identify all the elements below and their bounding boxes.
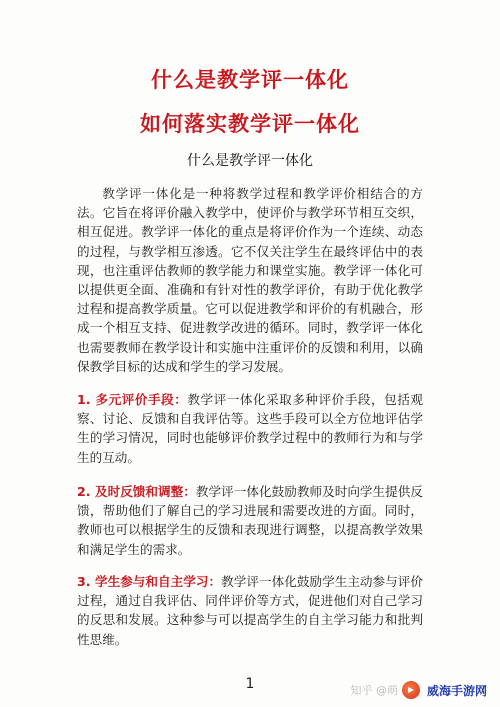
intro-paragraph: 教学评一体化是一种将教学过程和教学评价相结合的方法。它旨在将评价融入教学中，使评价与教学环节相互交织，相互促进。教学评一体化的重点是将评价作为一个连续、动态的过程，与教学相互渗透。它不仅关注学生在最终评估中的表现，也注重评估教师的教学能力和课堂实施。教学评一体化可以提供更全面、准确和有针对性的教学评价，有助于优化教学过程和提高教学质量。它可以促进教学和评价的有机融合，形成一个相互支持、促进教学改进的循环。同时，教学评一体化也需要教师在教学设计和实施中注重评价的反馈和利用，以确保教学目标的达成和学生的学习发展。 xyxy=(77,186,423,374)
watermark-brand-text: 威海手游网 xyxy=(424,681,490,700)
watermark xyxy=(350,678,490,702)
point-text: 教学评一体化鼓励教师及时向学生提供反馈，帮助他们了解自己的学习进展和需要改进的方面。同时，教师也可以根据学生的反馈和表现进行调整，以提高教学效果和满足学生的需求。 xyxy=(77,484,424,557)
brand-logo-icon xyxy=(402,681,420,699)
point-text: 教学评一体化鼓励学生主动参与评价过程，通过自我评估、同伴评价等方式，促进他们对自己学习的反思和发展。这种参与可以提高学生的自主学习能力和批判性思维。 xyxy=(77,574,424,647)
point-paragraph xyxy=(77,390,423,467)
point-paragraph xyxy=(77,482,423,559)
point-text: 教学评一体化采取多种评价手段，包括观察、讨论、反馈和自我评估等。这些手段可以全方位地评估学生的学习情况，同时也能够评价教学过程中的教师行为和与学生的互动。 xyxy=(77,392,424,465)
section-heading: 什么是教学评一体化 xyxy=(187,153,313,169)
watermark-faint-text: 知乎 @萌 xyxy=(350,684,398,697)
point-label: 2. 及时反馈和调整： xyxy=(77,484,196,499)
page-title: 什么是教学评一体化 xyxy=(151,68,349,92)
point-paragraph xyxy=(77,572,423,649)
point-label: 1. 多元评价手段： xyxy=(77,392,188,407)
page-number: 1 xyxy=(245,676,255,692)
page-title-secondary: 如何落实教学评一体化 xyxy=(140,112,360,136)
point-label: 3. 学生参与和自主学习： xyxy=(77,574,222,589)
